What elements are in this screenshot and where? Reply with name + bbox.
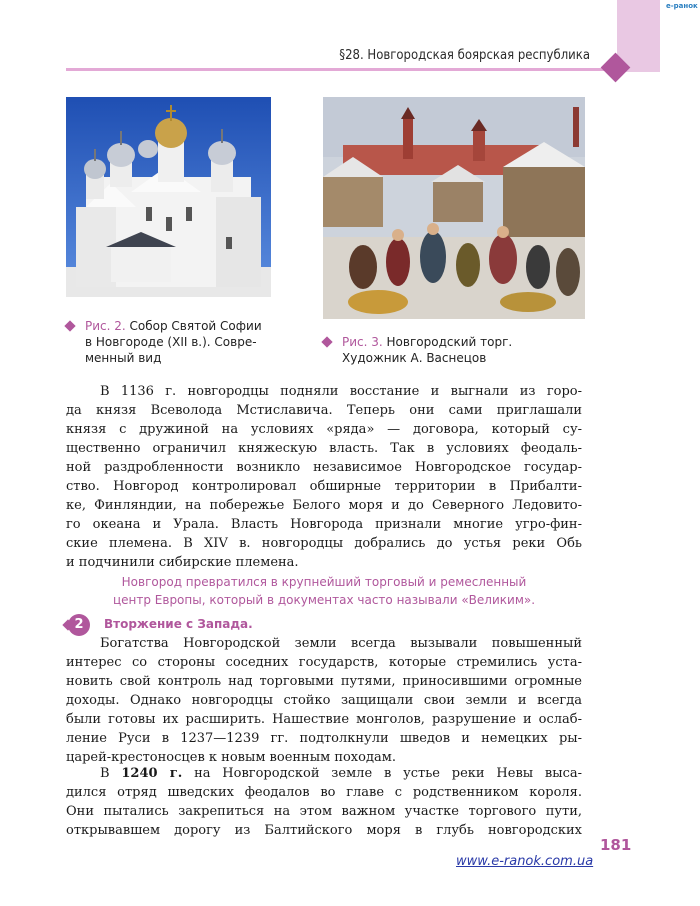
text-line: ление Руси в 1237—1239 гг. подтолкнули шведов и немецких ры- [66,731,582,746]
text-line: ной раздробленности возникло независимое Новгородское государ- [66,460,582,475]
text-line: щественно ограничил княжескую власть. Так в условиях феодаль- [66,441,582,456]
cathedral-photo [66,97,271,297]
text-line: открывавшем дорогу из Балтийского моря в глубь новгородских [66,823,582,838]
text-line: Богатства Новгородской земли всегда вызывали повышенный [100,636,582,651]
year-emphasis: 1240 г. [121,766,183,781]
paragraph-3 [66,764,582,840]
market-painting [323,97,585,319]
text-line: ские племена. В XIV в. новгородцы добрались до устья реки Обь [66,536,582,551]
section-title: Вторжение с Запада. [104,617,253,631]
key-fact-highlight [66,573,582,609]
text-line: интерес со стороны соседних государств, которые стремились уста- [66,655,582,670]
text-line: и подчинили сибирские племена. [66,555,299,570]
paragraph-2 [66,634,582,767]
figure-3-label: Рис. 3. [342,335,383,349]
text-line: были готовы их расширить. Нашествие монголов, разрушение и ослаб- [66,712,582,727]
figure-3-caption-line: Художник А. Васнецов [342,351,487,365]
publisher-logo: e-ранок [666,2,698,10]
text-line: Они пытались закрепиться на этом важном участке торгового пути, [66,804,582,819]
text-line: царей-крестоносцев к новым военным походам. [66,750,396,765]
figure-2-caption-line: менный вид [85,351,162,365]
text-line: князя с дружиной на условиях «ряда» — договора, который су- [66,422,582,437]
highlight-line: центр Европы, который в документах часто называли «Великим». [112,593,536,607]
section-header-title: §28. Новгородская боярская республика [339,48,590,63]
caption-diamond-icon [64,320,75,331]
text-line: новить свой контроль над торговыми путями, приносившими огромные [66,674,582,689]
highlight-line: Новгород превратился в крупнейший торговый и ремесленный [121,575,527,589]
figure-2-label: Рис. 2. [85,319,126,333]
caption-diamond-icon [321,336,332,347]
text-line: доходы. Однако новгородцы стойко защищали свои земли и всегда [66,693,582,708]
figure-2-caption-line: в Новгороде (XII в.). Совре- [85,335,257,349]
section-number-badge: 2 [68,614,90,636]
header-rule [66,68,612,71]
paragraph-1 [66,382,582,572]
text-line: да князя Всеволода Мстиславича. Теперь они сами приглашали [66,403,582,418]
text-line: ке, Финляндии, на побережье Белого моря и до Северного Ледовито- [66,498,582,513]
text-line: дился отряд шведских феодалов во главе с родственником короля. [66,785,582,800]
publisher-website-link[interactable]: www.e-ranok.com.ua [456,854,594,869]
text-line: ство. Новгород контролировал обширные территории в Прибалти- [66,479,582,494]
page-number: 181 [600,836,632,854]
text-line: В 1240 г. на Новгородской земле в устье реки Невы выса- [100,766,583,781]
text-line: го океана и Урала. Власть Новгорода признали многие угро-фин- [66,517,582,532]
text-line: В 1136 г. новгородцы подняли восстание и выгнали из горо- [100,384,582,399]
